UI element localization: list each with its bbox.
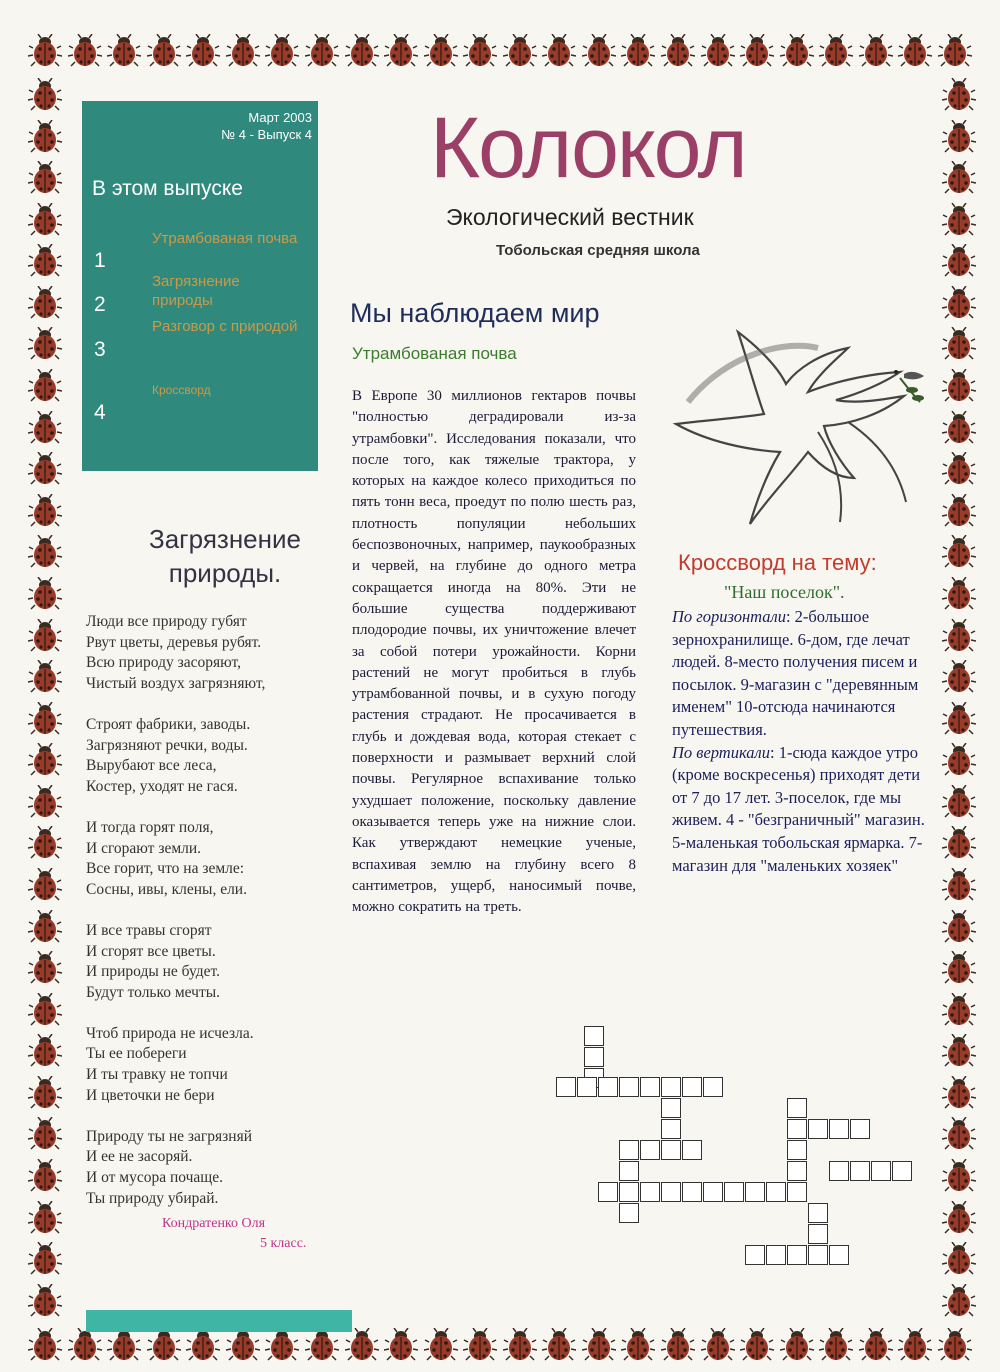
toc-number-2: 2 [94,293,106,316]
ladybug-icon [186,34,220,68]
crossword-cell[interactable] [787,1098,807,1118]
crossword-cell[interactable] [703,1077,723,1097]
ladybug-icon [28,494,62,528]
crossword-cell[interactable] [619,1140,639,1160]
ladybug-icon [28,577,62,611]
poem-line: Люди все природу губят [86,613,247,630]
ladybug-icon [28,993,62,1027]
toc-number-1: 1 [94,249,106,272]
ladybug-icon [305,34,339,68]
ladybug-icon [28,327,62,361]
ladybug-icon [621,1328,655,1362]
poem-line: Всю природу засоряют, [86,654,241,672]
poem-author-block [162,1214,306,1254]
ladybug-icon [942,78,976,112]
crossword-subtitle: "Наш поселок". [724,582,845,602]
crossword-cell[interactable] [619,1161,639,1181]
ladybug-icon [28,203,62,237]
ladybug-icon [942,161,976,195]
ladybug-icon [28,1076,62,1110]
ladybug-icon [942,327,976,361]
ladybug-icon [28,1328,62,1362]
ladybug-icon [542,1328,576,1362]
ladybug-icon [542,34,576,68]
ladybug-icon [68,1328,102,1362]
ladybug-icon [28,743,62,777]
ladybug-icon [226,34,260,68]
ladybug-icon [186,1328,220,1362]
ladybug-border-bottom [28,1328,972,1368]
poem-line: И сгорят все цветы. [86,942,216,960]
ladybug-icon [942,1201,976,1235]
ladybug-icon [938,1328,972,1362]
ladybug-icon [384,34,418,68]
crossword-cell[interactable] [787,1182,807,1202]
crossword-cell[interactable] [808,1245,828,1265]
ladybug-icon [942,203,976,237]
ladybug-icon [942,411,976,445]
ladybug-icon [265,34,299,68]
ladybug-icon [942,577,976,611]
poem-title [84,522,366,590]
ladybug-icon [28,411,62,445]
poem-line: Рвут цветы, деревья рубят. [86,633,262,651]
ladybug-icon [28,535,62,569]
ladybug-icon [226,1328,260,1362]
ladybug-icon [859,34,893,68]
ladybug-icon [942,743,976,777]
crossword-cell[interactable] [661,1119,681,1139]
crossword-cell[interactable] [829,1245,849,1265]
issue-date-block [221,109,312,143]
crossword-cell[interactable] [787,1161,807,1181]
section-heading: Мы наблюдаем мир [350,298,600,328]
crossword-title: Кроссворд на тему: [678,550,877,575]
crossword-clues [672,606,932,877]
crossword-cell[interactable] [787,1245,807,1265]
ladybug-icon [265,1328,299,1362]
ladybug-icon [942,1242,976,1276]
poem-line: Ты ее побереги [86,1045,187,1063]
ladybug-icon [424,34,458,68]
ladybug-icon [28,452,62,486]
ladybug-icon [28,951,62,985]
poem-line: И все травы сгорят [86,921,212,939]
crossword-cell[interactable] [584,1026,604,1046]
poem-stanza [86,921,265,1003]
ladybug-icon [942,1284,976,1318]
ladybug-icon [942,702,976,736]
ladybug-icon [28,868,62,902]
across-clues: : 2-большое зернохранилище. 6-дом, где лечат людей. 8-место получения писем и посылок. 9-магазин с "деревянным именем" 10-отсюда начинаются путешествия. [672,607,919,739]
ladybug-icon [942,993,976,1027]
ladybug-icon [942,535,976,569]
ladybug-icon [28,1159,62,1193]
ladybug-icon [345,34,379,68]
ladybug-icon [942,868,976,902]
ladybug-icon [463,34,497,68]
crossword-cell[interactable] [682,1140,702,1160]
ladybug-icon [942,1117,976,1151]
poem-line: Будут только мечты. [86,983,221,1001]
poem-line: Костер, уходят не гася. [86,777,238,795]
ladybug-icon [942,785,976,819]
ladybug-icon [661,34,695,68]
footer-bar [86,1310,352,1332]
ladybug-icon [582,34,616,68]
ladybug-icon [898,34,932,68]
ladybug-icon [942,244,976,278]
crossword-cell[interactable] [598,1182,618,1202]
ladybug-icon [942,1159,976,1193]
ladybug-icon [942,286,976,320]
ladybug-icon [859,1328,893,1362]
ladybug-icon [740,1328,774,1362]
poem-line: Природу ты не загрязняй [86,1127,252,1145]
ladybug-icon [819,34,853,68]
issue-number: № 4 - Выпуск 4 [221,127,312,142]
crossword-cell[interactable] [850,1119,870,1139]
poem-line: Строят фабрики, заводы. [86,715,251,733]
ladybug-icon [780,34,814,68]
ladybug-icon [28,785,62,819]
ladybug-icon [68,34,102,68]
poem-line: И ты травку не топчи [86,1066,228,1084]
poem-line: Загрязняют речки, воды. [86,736,248,754]
ladybug-icon [661,1328,695,1362]
article-title: Утрамбованая почва [352,344,517,363]
crossword-cell[interactable] [850,1161,870,1181]
crossword-cell[interactable] [745,1245,765,1265]
ladybug-icon [28,826,62,860]
ladybug-icon [942,910,976,944]
crossword-cell[interactable] [661,1140,681,1160]
ladybug-icon [28,78,62,112]
ladybug-icon [701,34,735,68]
ladybug-icon [305,1328,339,1362]
ladybug-icon [942,120,976,154]
poem-title-line-2: природы. [168,558,282,588]
crossword-cell[interactable] [661,1098,681,1118]
poem-line: Вырубают все леса, [86,757,217,775]
down-clues: : 1-сюда каждое утро (кроме воскресенья) приходят дети от 7 до 17 лет. 3-поселок, где мы живем. 4 - "безграничный" магазин. 5-маленькая тобольская ярмарка. 7-магазин для "маленьких хозяек" [672,742,925,875]
crossword-cell[interactable] [871,1161,891,1181]
ladybug-icon [147,1328,181,1362]
poem-line: Ты природу убирай. [86,1189,219,1207]
crossword-cell[interactable] [808,1119,828,1139]
crossword-cell[interactable] [682,1182,702,1202]
ladybug-icon [107,34,141,68]
ladybug-icon [942,619,976,653]
crossword-cell[interactable] [640,1140,660,1160]
ladybug-icon [942,1076,976,1110]
ladybug-icon [942,660,976,694]
poem-line: Сосны, ивы, клены, ели. [86,880,247,898]
crossword-cell[interactable] [808,1224,828,1244]
across-label: По горизонтали [672,607,786,626]
poem-stanza [86,1024,265,1106]
crossword-cell[interactable] [745,1182,765,1202]
ladybug-icon [28,286,62,320]
ladybug-icon [28,660,62,694]
ladybug-icon [701,1328,735,1362]
ladybug-icon [28,1201,62,1235]
crossword-cell[interactable] [766,1245,786,1265]
crossword-cell[interactable] [682,1077,702,1097]
ladybug-icon [942,826,976,860]
ladybug-icon [28,120,62,154]
ladybug-icon [503,1328,537,1362]
ladybug-icon [345,1328,379,1362]
ladybug-icon [28,1242,62,1276]
crossword-cell[interactable] [598,1077,618,1097]
poem-line: Чистый воздух загрязняют, [86,674,266,692]
issue-sidebar [82,101,318,471]
toc-number-3: 3 [94,338,106,361]
ladybug-icon [582,1328,616,1362]
ladybug-icon [28,1117,62,1151]
ladybug-border-left [28,78,68,1318]
poem-line: И ее не засоряй. [86,1148,193,1166]
crossword-cell[interactable] [619,1077,639,1097]
ladybug-icon [28,619,62,653]
poem-line: И цветочки не бери [86,1086,215,1104]
ladybug-icon [780,1328,814,1362]
crossword-cell[interactable] [829,1119,849,1139]
poem-author-grade: 5 класс. [260,1236,307,1251]
ladybug-border-top [28,34,972,74]
ladybug-icon [28,34,62,68]
ladybug-icon [28,244,62,278]
crossword-cell[interactable] [556,1077,576,1097]
ladybug-icon [28,702,62,736]
crossword-cell[interactable] [619,1182,639,1202]
dove-icon [668,292,928,542]
crossword-cell[interactable] [829,1161,849,1181]
crossword-cell[interactable] [703,1182,723,1202]
ladybug-icon [384,1328,418,1362]
poem-line: И от мусора почаще. [86,1169,223,1187]
ladybug-icon [28,910,62,944]
toc-item-2[interactable]: Загрязнение природы [152,273,240,309]
crossword-cell[interactable] [577,1077,597,1097]
ladybug-icon [463,1328,497,1362]
masthead-title: Колокол [430,100,746,196]
ladybug-icon [28,161,62,195]
ladybug-icon [942,369,976,403]
ladybug-icon [938,34,972,68]
crossword-cell[interactable] [787,1119,807,1139]
poem-body [86,612,265,1230]
crossword-cell[interactable] [661,1182,681,1202]
ladybug-icon [942,1034,976,1068]
ladybug-icon [28,1284,62,1318]
toc-item-4[interactable]: Кроссворд [152,383,211,397]
crossword-cell[interactable] [787,1140,807,1160]
ladybug-icon [740,34,774,68]
poem-line: И тогда горят поля, [86,818,214,836]
toc-item-3[interactable]: Pазговор с природой [152,318,298,335]
poem-stanza [86,1127,265,1209]
crossword-cell[interactable] [640,1182,660,1202]
ladybug-icon [898,1328,932,1362]
crossword-cell[interactable] [808,1203,828,1223]
poem-line: И сгорают земли. [86,839,202,857]
poem-line: Чтоб природа не исчезла. [86,1024,254,1042]
school-name: Тобольская средняя школа [496,242,700,259]
ladybug-icon [503,34,537,68]
poem-stanza [86,612,265,694]
sidebar-title: В этом выпуске [92,177,243,200]
issue-date: Март 2003 [248,110,312,125]
ladybug-icon [942,951,976,985]
masthead-subtitle: Экологический вестник [446,204,694,230]
toc-number-4: 4 [94,401,106,424]
poem-line: Все горит, что на земле: [86,860,245,878]
ladybug-icon [147,34,181,68]
crossword-cell[interactable] [661,1077,681,1097]
ladybug-icon [942,494,976,528]
poem-title-line-1: Загрязнение [149,524,301,554]
ladybug-icon [28,1034,62,1068]
crossword-cell[interactable] [724,1182,744,1202]
poem-author: Кондратенко Оля [162,1216,266,1231]
article-body: В Европе 30 миллионов гектаров почвы "полностью деградировали из-за утрамбовки". Исследования показали, что после того, как тяжелые трактора, у которых на каждое колесо приходиться по пять тонн веса, проедут по полю шесть раз, плотность популяции небольших беспозвоночных, например, паукообразных и червей, на глубине до одного метра сокращается иногда на 80%. Эти не большие существа поддерживают плодородие почвы, их уничтожение влечет за собой потери урожайности. Корни растений не могут пробиться в глубь утрамбованной почвы, и в сухую погоду растения страдают. Не просачивается в глубь и дождевая вода, которая стекает с поверхности и размывает верхний слой почвы. Регулярное вспахивание только ухудшает положение, поскольку давление оказывается теперь уже на нижние слои. Как утверждают немецкие ученые, вспахивая землю на глубину всего 8 сантиметров, ущерб, наносимый почве, можно сократить на треть. [352,388,636,916]
crossword-cell[interactable] [766,1182,786,1202]
crossword-cell[interactable] [640,1077,660,1097]
ladybug-icon [621,34,655,68]
poem-stanza [86,715,265,797]
toc-item-1[interactable]: Утрамбованая почва [152,230,298,247]
poem-stanza [86,818,265,900]
crossword-cell[interactable] [619,1203,639,1223]
poem-line: И природы не будет. [86,963,221,981]
ladybug-icon [424,1328,458,1362]
ladybug-icon [107,1328,141,1362]
crossword-cell[interactable] [584,1047,604,1067]
down-label: По вертикали [672,742,770,762]
crossword-cell[interactable] [892,1161,912,1181]
ladybug-icon [819,1328,853,1362]
ladybug-icon [28,369,62,403]
ladybug-border-right [942,78,982,1318]
ladybug-icon [942,452,976,486]
